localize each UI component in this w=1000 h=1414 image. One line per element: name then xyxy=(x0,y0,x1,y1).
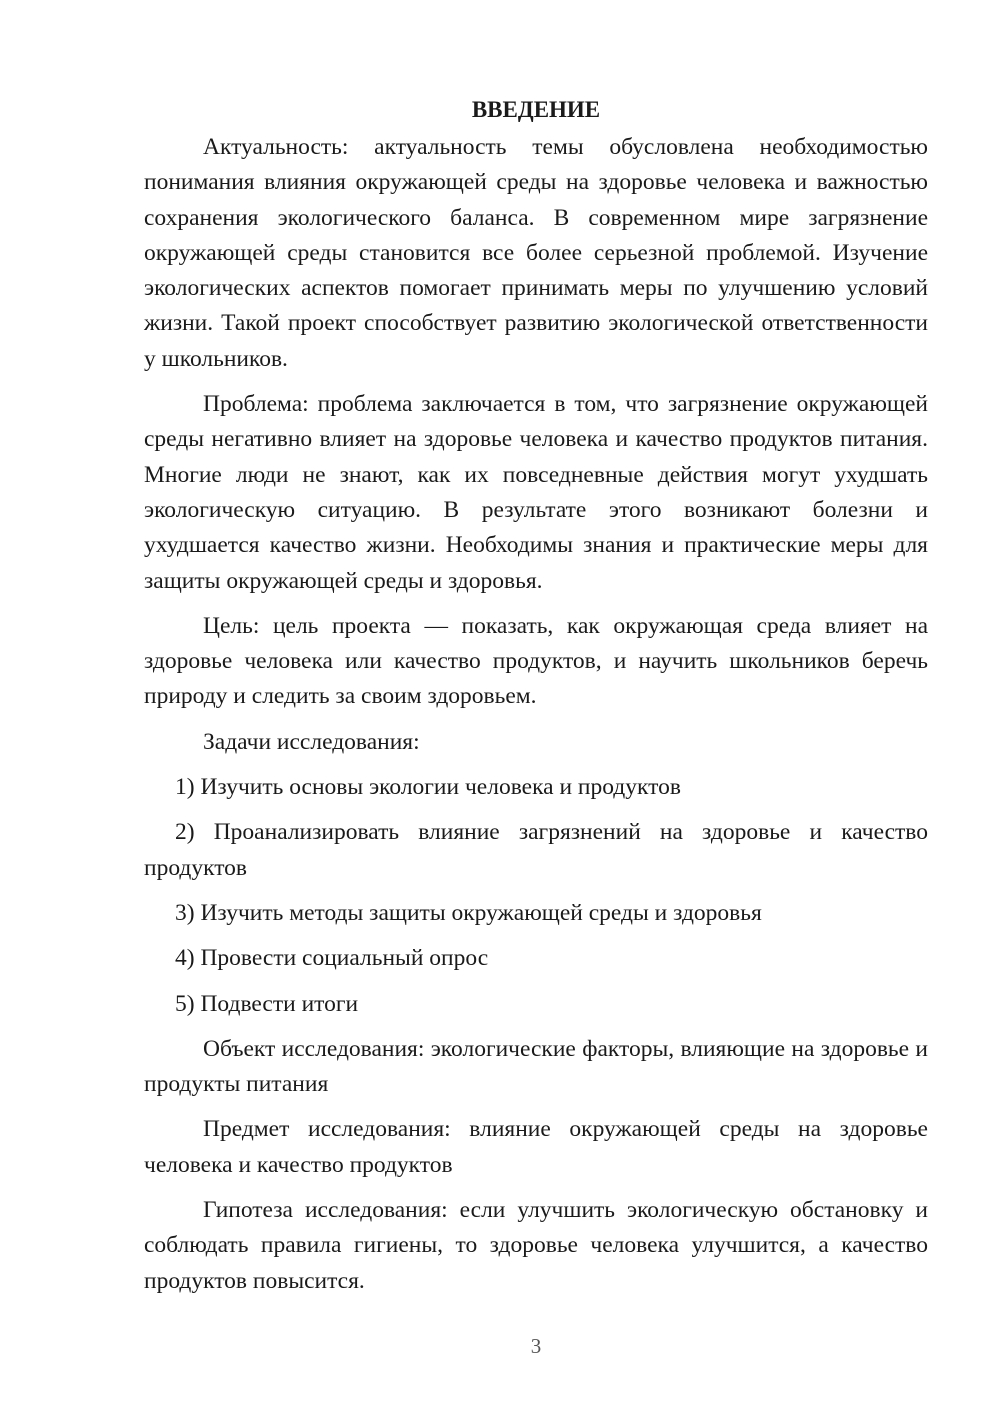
page-number: 3 xyxy=(530,1334,542,1358)
relevance-paragraph: Актуальность: актуальность темы обусловлена необходимостью понимания влияния окружающей среды на здоровье человека и важностью сохранения экологического баланса. В современном мире загрязнение окружающей среды становится все более серьезной проблемой. Изучение экологических аспектов помогает принимать меры по улучшению условий жизни. Такой проект способствует развитию экологической ответственности у школьников. xyxy=(144,134,928,372)
hypothesis-paragraph: Гипотеза исследования: если улучшить экологическую обстановку и соблюдать правила гигиены, то здоровье человека улучшится, а качество продуктов повысится. xyxy=(144,1197,928,1294)
object-paragraph: Объект исследования: экологические факторы, влияющие на здоровье и продукты питания xyxy=(144,1035,928,1098)
tasks-heading: Задачи исследования: xyxy=(203,728,420,755)
list-item: 1) Изучить основы экологии человека и продуктов xyxy=(175,774,681,801)
list-item: 5) Подвести итоги xyxy=(175,990,359,1017)
goal-paragraph: Цель: цель проекта — показать, как окружающая среда влияет на здоровье человека или качество продуктов, и научить школьников беречь природу и следить за своим здоровьем. xyxy=(144,612,928,710)
subject-paragraph: Предмет исследования: влияние окружающей среды на здоровье человека и качество продуктов xyxy=(144,1116,928,1178)
list-item: 2) Проанализировать влияние загрязнений на здоровье и качество продуктов xyxy=(144,819,928,881)
list-item: 4) Провести социальный опрос xyxy=(175,945,489,972)
page-content xyxy=(144,92,928,1309)
page-title: ВВЕДЕНИЕ xyxy=(471,97,601,122)
list-item: 3) Изучить методы защиты окружающей среды и здоровья xyxy=(175,899,762,926)
tasks-list xyxy=(144,770,928,1022)
problem-paragraph: Проблема: проблема заключается в том, что загрязнение окружающей среды негативно влияет на здоровье человека и качество продуктов питания. Многие люди не знают, как их повседневные действия могут ухудшать экологическую ситуацию. В результате этого возникают болезни и ухудшается качество жизни. Необходимы знания и практические меры для защиты окружающей среды и здоровья. xyxy=(144,391,928,594)
